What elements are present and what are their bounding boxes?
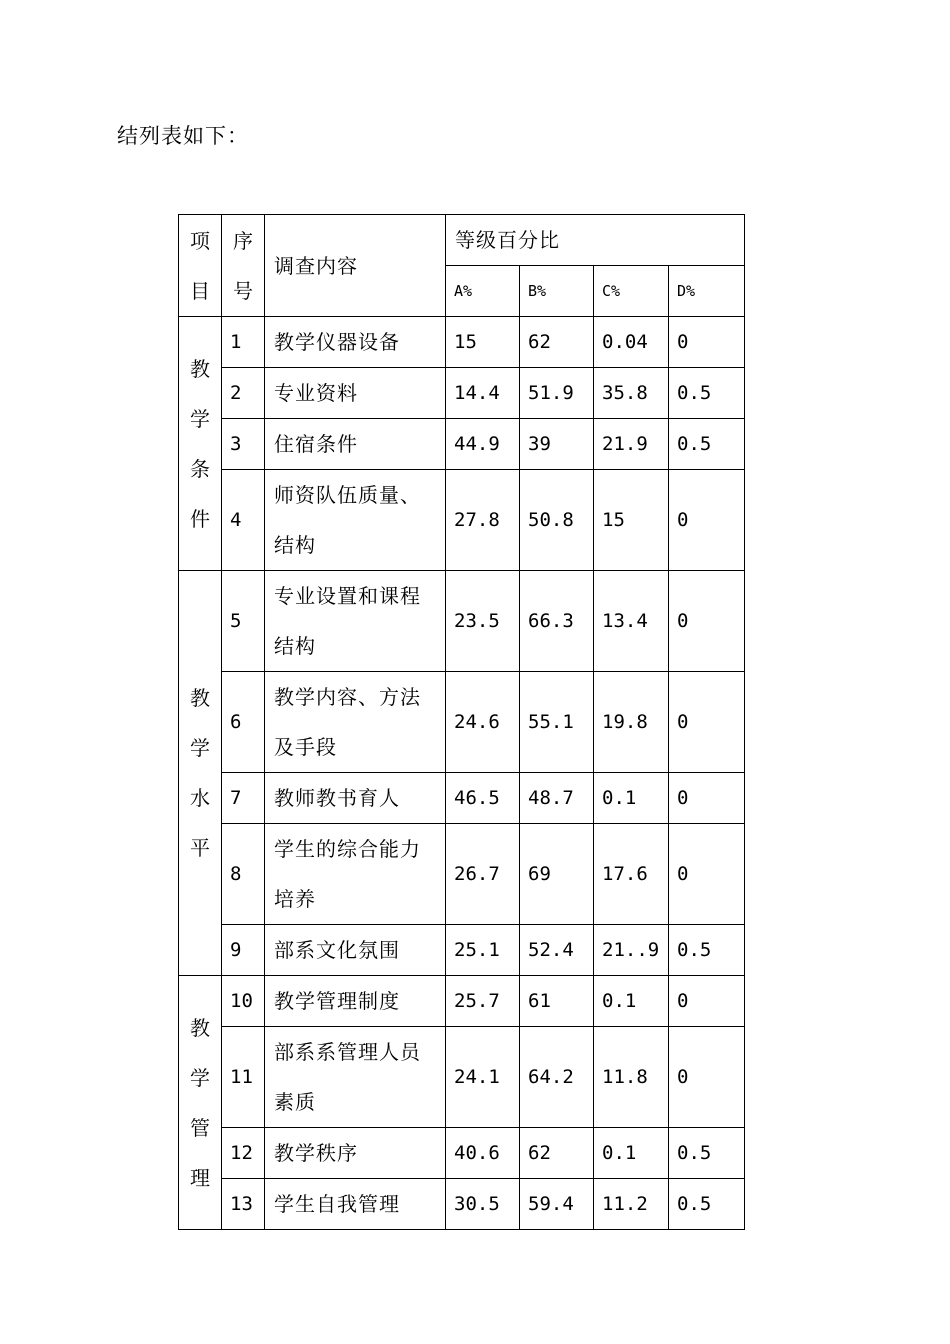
- grade-a-cell: 27.8: [446, 470, 520, 571]
- seq-cell: 5: [222, 571, 265, 672]
- survey-table: [178, 214, 745, 1230]
- grade-a-cell: 30.5: [446, 1179, 520, 1230]
- seq-cell: 11: [222, 1027, 265, 1128]
- seq-cell: 3: [222, 419, 265, 470]
- grade-c-cell: 0.1: [594, 773, 669, 824]
- grade-a-cell: 25.1: [446, 925, 520, 976]
- grade-d-cell: 0.5: [669, 925, 745, 976]
- seq-cell: 6: [222, 672, 265, 773]
- header-content: 调查内容: [265, 215, 446, 317]
- seq-cell: 2: [222, 368, 265, 419]
- header-grade-d: D%: [669, 266, 745, 317]
- header-project: 项目: [179, 215, 222, 317]
- header-seq: 序号: [222, 215, 265, 317]
- grade-d-cell: 0: [669, 976, 745, 1027]
- table-row: [179, 824, 745, 925]
- grade-c-cell: 17.6: [594, 824, 669, 925]
- group-label: 教学管理: [179, 976, 222, 1230]
- table-row: [179, 1027, 745, 1128]
- seq-cell: 1: [222, 317, 265, 368]
- grade-b-cell: 62: [520, 317, 594, 368]
- grade-b-cell: 66.3: [520, 571, 594, 672]
- grade-a-cell: 15: [446, 317, 520, 368]
- grade-a-cell: 25.7: [446, 976, 520, 1027]
- grade-d-cell: 0: [669, 571, 745, 672]
- grade-d-cell: 0: [669, 1027, 745, 1128]
- grade-b-cell: 51.9: [520, 368, 594, 419]
- grade-d-cell: 0.5: [669, 419, 745, 470]
- seq-cell: 10: [222, 976, 265, 1027]
- grade-b-cell: 62: [520, 1128, 594, 1179]
- table-row: [179, 419, 745, 470]
- content-cell: 教师教书育人: [265, 773, 446, 824]
- content-cell: 部系系管理人员素质: [265, 1027, 446, 1128]
- table-row: [179, 571, 745, 672]
- grade-a-cell: 14.4: [446, 368, 520, 419]
- grade-a-cell: 44.9: [446, 419, 520, 470]
- grade-c-cell: 0.1: [594, 1128, 669, 1179]
- grade-c-cell: 21.9: [594, 419, 669, 470]
- grade-c-cell: 35.8: [594, 368, 669, 419]
- content-cell: 住宿条件: [265, 419, 446, 470]
- grade-a-cell: 24.6: [446, 672, 520, 773]
- content-cell: 专业资料: [265, 368, 446, 419]
- group-label: 教学水平: [179, 571, 222, 976]
- grade-c-cell: 21..9: [594, 925, 669, 976]
- grade-b-cell: 59.4: [520, 1179, 594, 1230]
- seq-cell: 4: [222, 470, 265, 571]
- table-row: [179, 925, 745, 976]
- table-row: [179, 773, 745, 824]
- grade-c-cell: 11.2: [594, 1179, 669, 1230]
- table-row: [179, 368, 745, 419]
- content-cell: 教学管理制度: [265, 976, 446, 1027]
- table-row: [179, 1179, 745, 1230]
- grade-d-cell: 0: [669, 672, 745, 773]
- grade-b-cell: 52.4: [520, 925, 594, 976]
- header-grade-c: C%: [594, 266, 669, 317]
- content-cell: 部系文化氛围: [265, 925, 446, 976]
- table-row: [179, 470, 745, 571]
- grade-b-cell: 61: [520, 976, 594, 1027]
- grade-a-cell: 23.5: [446, 571, 520, 672]
- table-row: [179, 1128, 745, 1179]
- grade-d-cell: 0.5: [669, 1179, 745, 1230]
- grade-d-cell: 0.5: [669, 1128, 745, 1179]
- content-cell: 教学秩序: [265, 1128, 446, 1179]
- grade-b-cell: 50.8: [520, 470, 594, 571]
- content-cell: 学生的综合能力培养: [265, 824, 446, 925]
- grade-b-cell: 48.7: [520, 773, 594, 824]
- seq-cell: 13: [222, 1179, 265, 1230]
- header-grade-a: A%: [446, 266, 520, 317]
- grade-d-cell: 0: [669, 824, 745, 925]
- content-cell: 教学内容、方法及手段: [265, 672, 446, 773]
- grade-b-cell: 39: [520, 419, 594, 470]
- grade-c-cell: 0.1: [594, 976, 669, 1027]
- content-cell: 专业设置和课程结构: [265, 571, 446, 672]
- grade-b-cell: 69: [520, 824, 594, 925]
- table-row: [179, 317, 745, 368]
- content-cell: 师资队伍质量、结构: [265, 470, 446, 571]
- grade-b-cell: 64.2: [520, 1027, 594, 1128]
- grade-a-cell: 26.7: [446, 824, 520, 925]
- intro-text: 结列表如下：: [117, 124, 249, 148]
- grade-d-cell: 0: [669, 470, 745, 571]
- grade-c-cell: 15: [594, 470, 669, 571]
- content-cell: 教学仪器设备: [265, 317, 446, 368]
- group-label: 教学条件: [179, 317, 222, 571]
- grade-a-cell: 40.6: [446, 1128, 520, 1179]
- header-grade-percent: 等级百分比: [446, 215, 745, 266]
- grade-d-cell: 0: [669, 317, 745, 368]
- grade-c-cell: 19.8: [594, 672, 669, 773]
- content-cell: 学生自我管理: [265, 1179, 446, 1230]
- header-row-top: [179, 215, 745, 266]
- table-row: [179, 976, 745, 1027]
- table-row: [179, 672, 745, 773]
- grade-a-cell: 46.5: [446, 773, 520, 824]
- grade-d-cell: 0: [669, 773, 745, 824]
- grade-c-cell: 13.4: [594, 571, 669, 672]
- grade-a-cell: 24.1: [446, 1027, 520, 1128]
- grade-c-cell: 11.8: [594, 1027, 669, 1128]
- grade-c-cell: 0.04: [594, 317, 669, 368]
- grade-b-cell: 55.1: [520, 672, 594, 773]
- header-grade-b: B%: [520, 266, 594, 317]
- seq-cell: 8: [222, 824, 265, 925]
- seq-cell: 12: [222, 1128, 265, 1179]
- grade-d-cell: 0.5: [669, 368, 745, 419]
- seq-cell: 9: [222, 925, 265, 976]
- seq-cell: 7: [222, 773, 265, 824]
